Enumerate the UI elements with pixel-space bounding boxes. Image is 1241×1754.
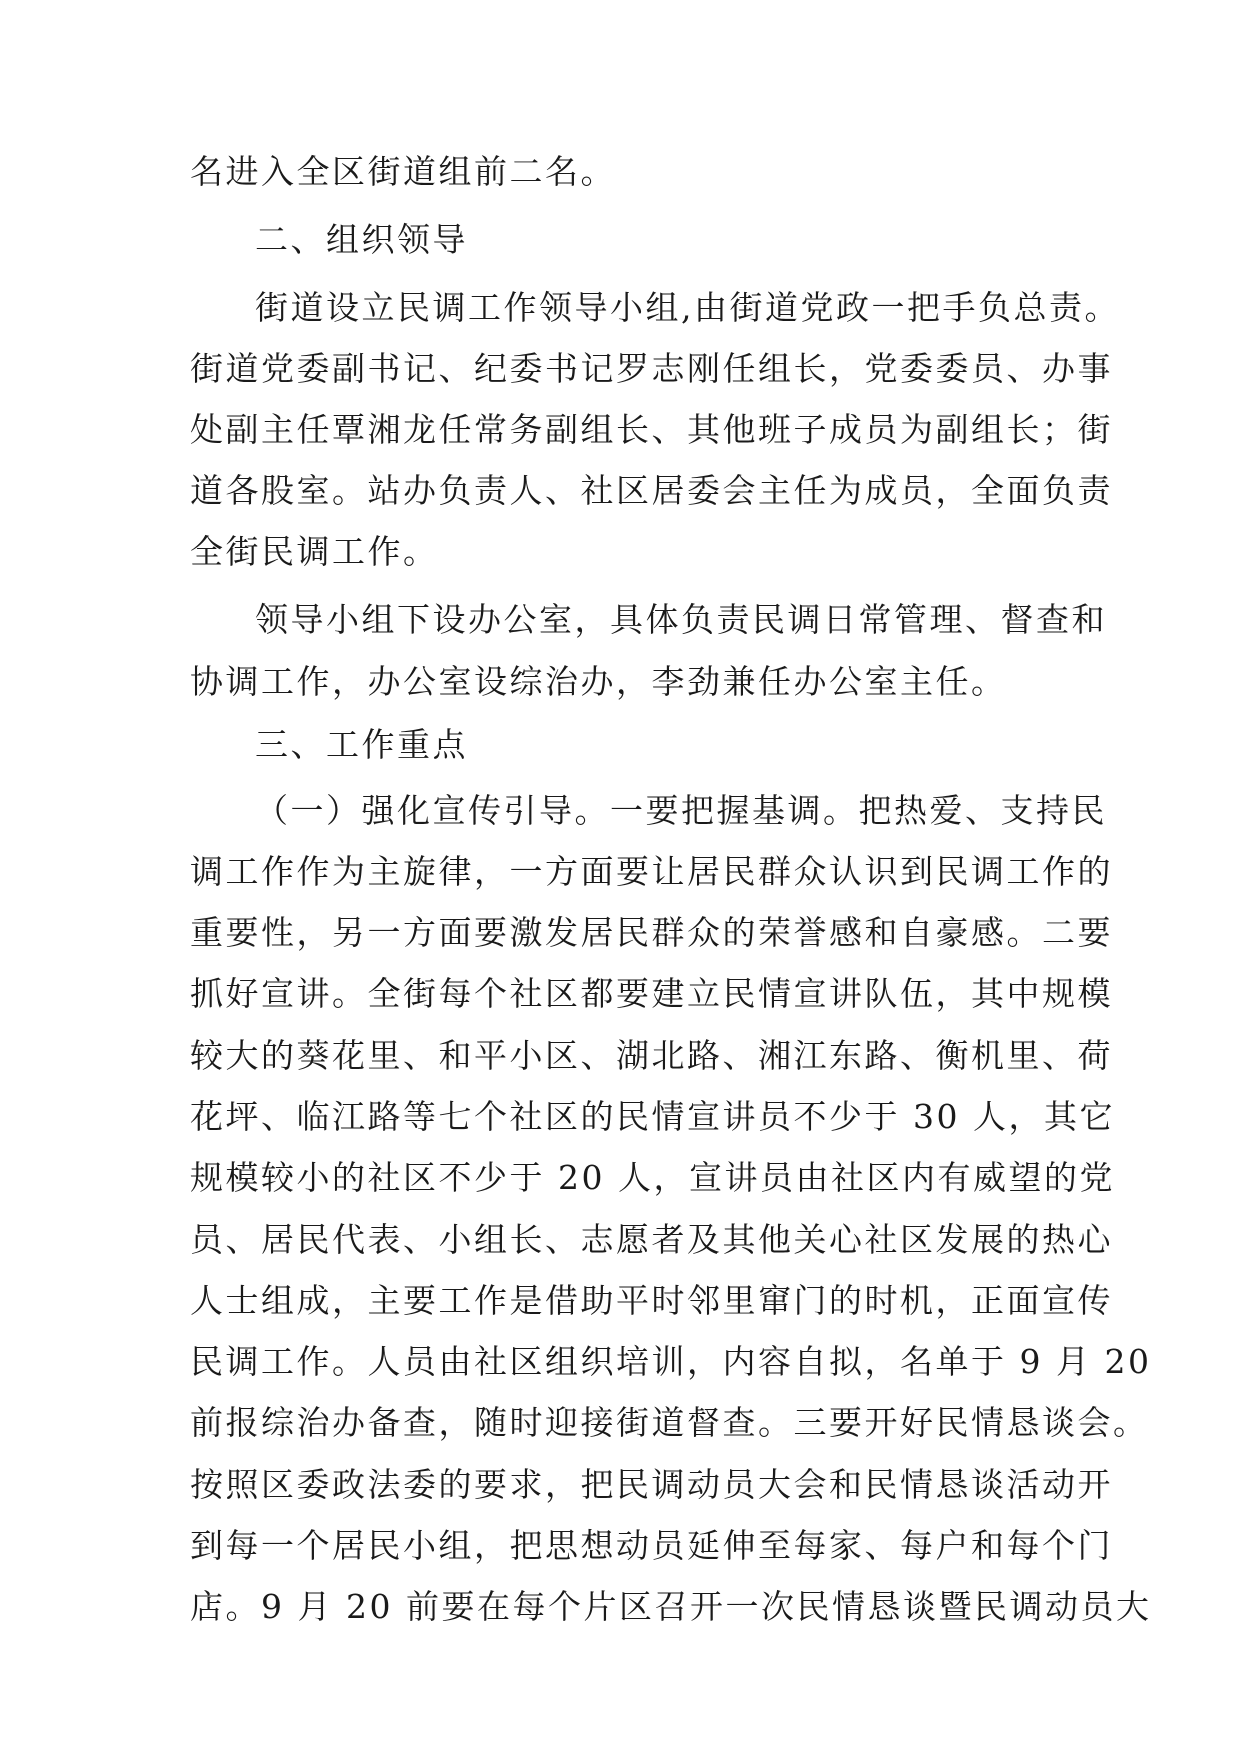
text-line: 到每一个居民小组，把思想动员延伸至每家、每户和每个门 xyxy=(190,1526,1113,1565)
text-line: 街道党委副书记、纪委书记罗志刚任组长，党委委员、办事 xyxy=(190,349,1113,388)
text-line: 花坪、临江路等七个社区的民情宣讲员不少于 30 人，其它 xyxy=(190,1097,1115,1136)
text-line: 前报综治办备查，随时迎接街道督查。三要开好民情恳谈会。 xyxy=(190,1403,1149,1442)
text-line: 调工作作为主旋律，一方面要让居民群众认识到民调工作的 xyxy=(190,852,1113,891)
text-line: 全街民调工作。 xyxy=(190,532,439,571)
text-line: 处副主任覃湘龙任常务副组长、其他班子成员为副组长；街 xyxy=(190,410,1113,449)
text-line: 较大的葵花里、和平小区、湖北路、湘江东路、衡机里、荷 xyxy=(190,1036,1113,1075)
text-line: 道各股室。站办负责人、社区居委会主任为成员，全面负责 xyxy=(190,471,1113,510)
text-line: 名进入全区街道组前二名。 xyxy=(190,152,616,191)
text-line: 按照区委政法委的要求，把民调动员大会和民情恳谈活动开 xyxy=(190,1465,1113,1504)
paragraph-first-line: 街道设立民调工作领导小组,由街道党政一把手负总责。 xyxy=(255,288,1120,327)
section-heading: 二、组织领导 xyxy=(255,220,468,259)
text-line: 店。9 月 20 前要在每个片区召开一次民情恳谈暨民调动员大 xyxy=(190,1587,1152,1626)
text-line: 重要性，另一方面要激发居民群众的荣誉感和自豪感。二要 xyxy=(190,913,1113,952)
text-line: 规模较小的社区不少于 20 人，宣讲员由社区内有威望的党 xyxy=(190,1158,1115,1197)
paragraph-first-line: （一）强化宣传引导。一要把握基调。把热爱、支持民 xyxy=(255,791,1107,830)
section-heading: 三、工作重点 xyxy=(255,725,468,764)
text-line: 人士组成，主要工作是借助平时邻里窜门的时机，正面宣传 xyxy=(190,1281,1113,1320)
text-line: 协调工作，办公室设综治办，李劲兼任办公室主任。 xyxy=(190,662,1007,701)
text-line: 员、居民代表、小组长、志愿者及其他关心社区发展的热心 xyxy=(190,1220,1113,1259)
text-line: 民调工作。人员由社区组织培训，内容自拟，名单于 9 月 20 xyxy=(190,1342,1152,1381)
paragraph-first-line: 领导小组下设办公室，具体负责民调日常管理、督查和 xyxy=(255,600,1107,639)
text-line: 抓好宣讲。全街每个社区都要建立民情宣讲队伍，其中规模 xyxy=(190,974,1113,1013)
